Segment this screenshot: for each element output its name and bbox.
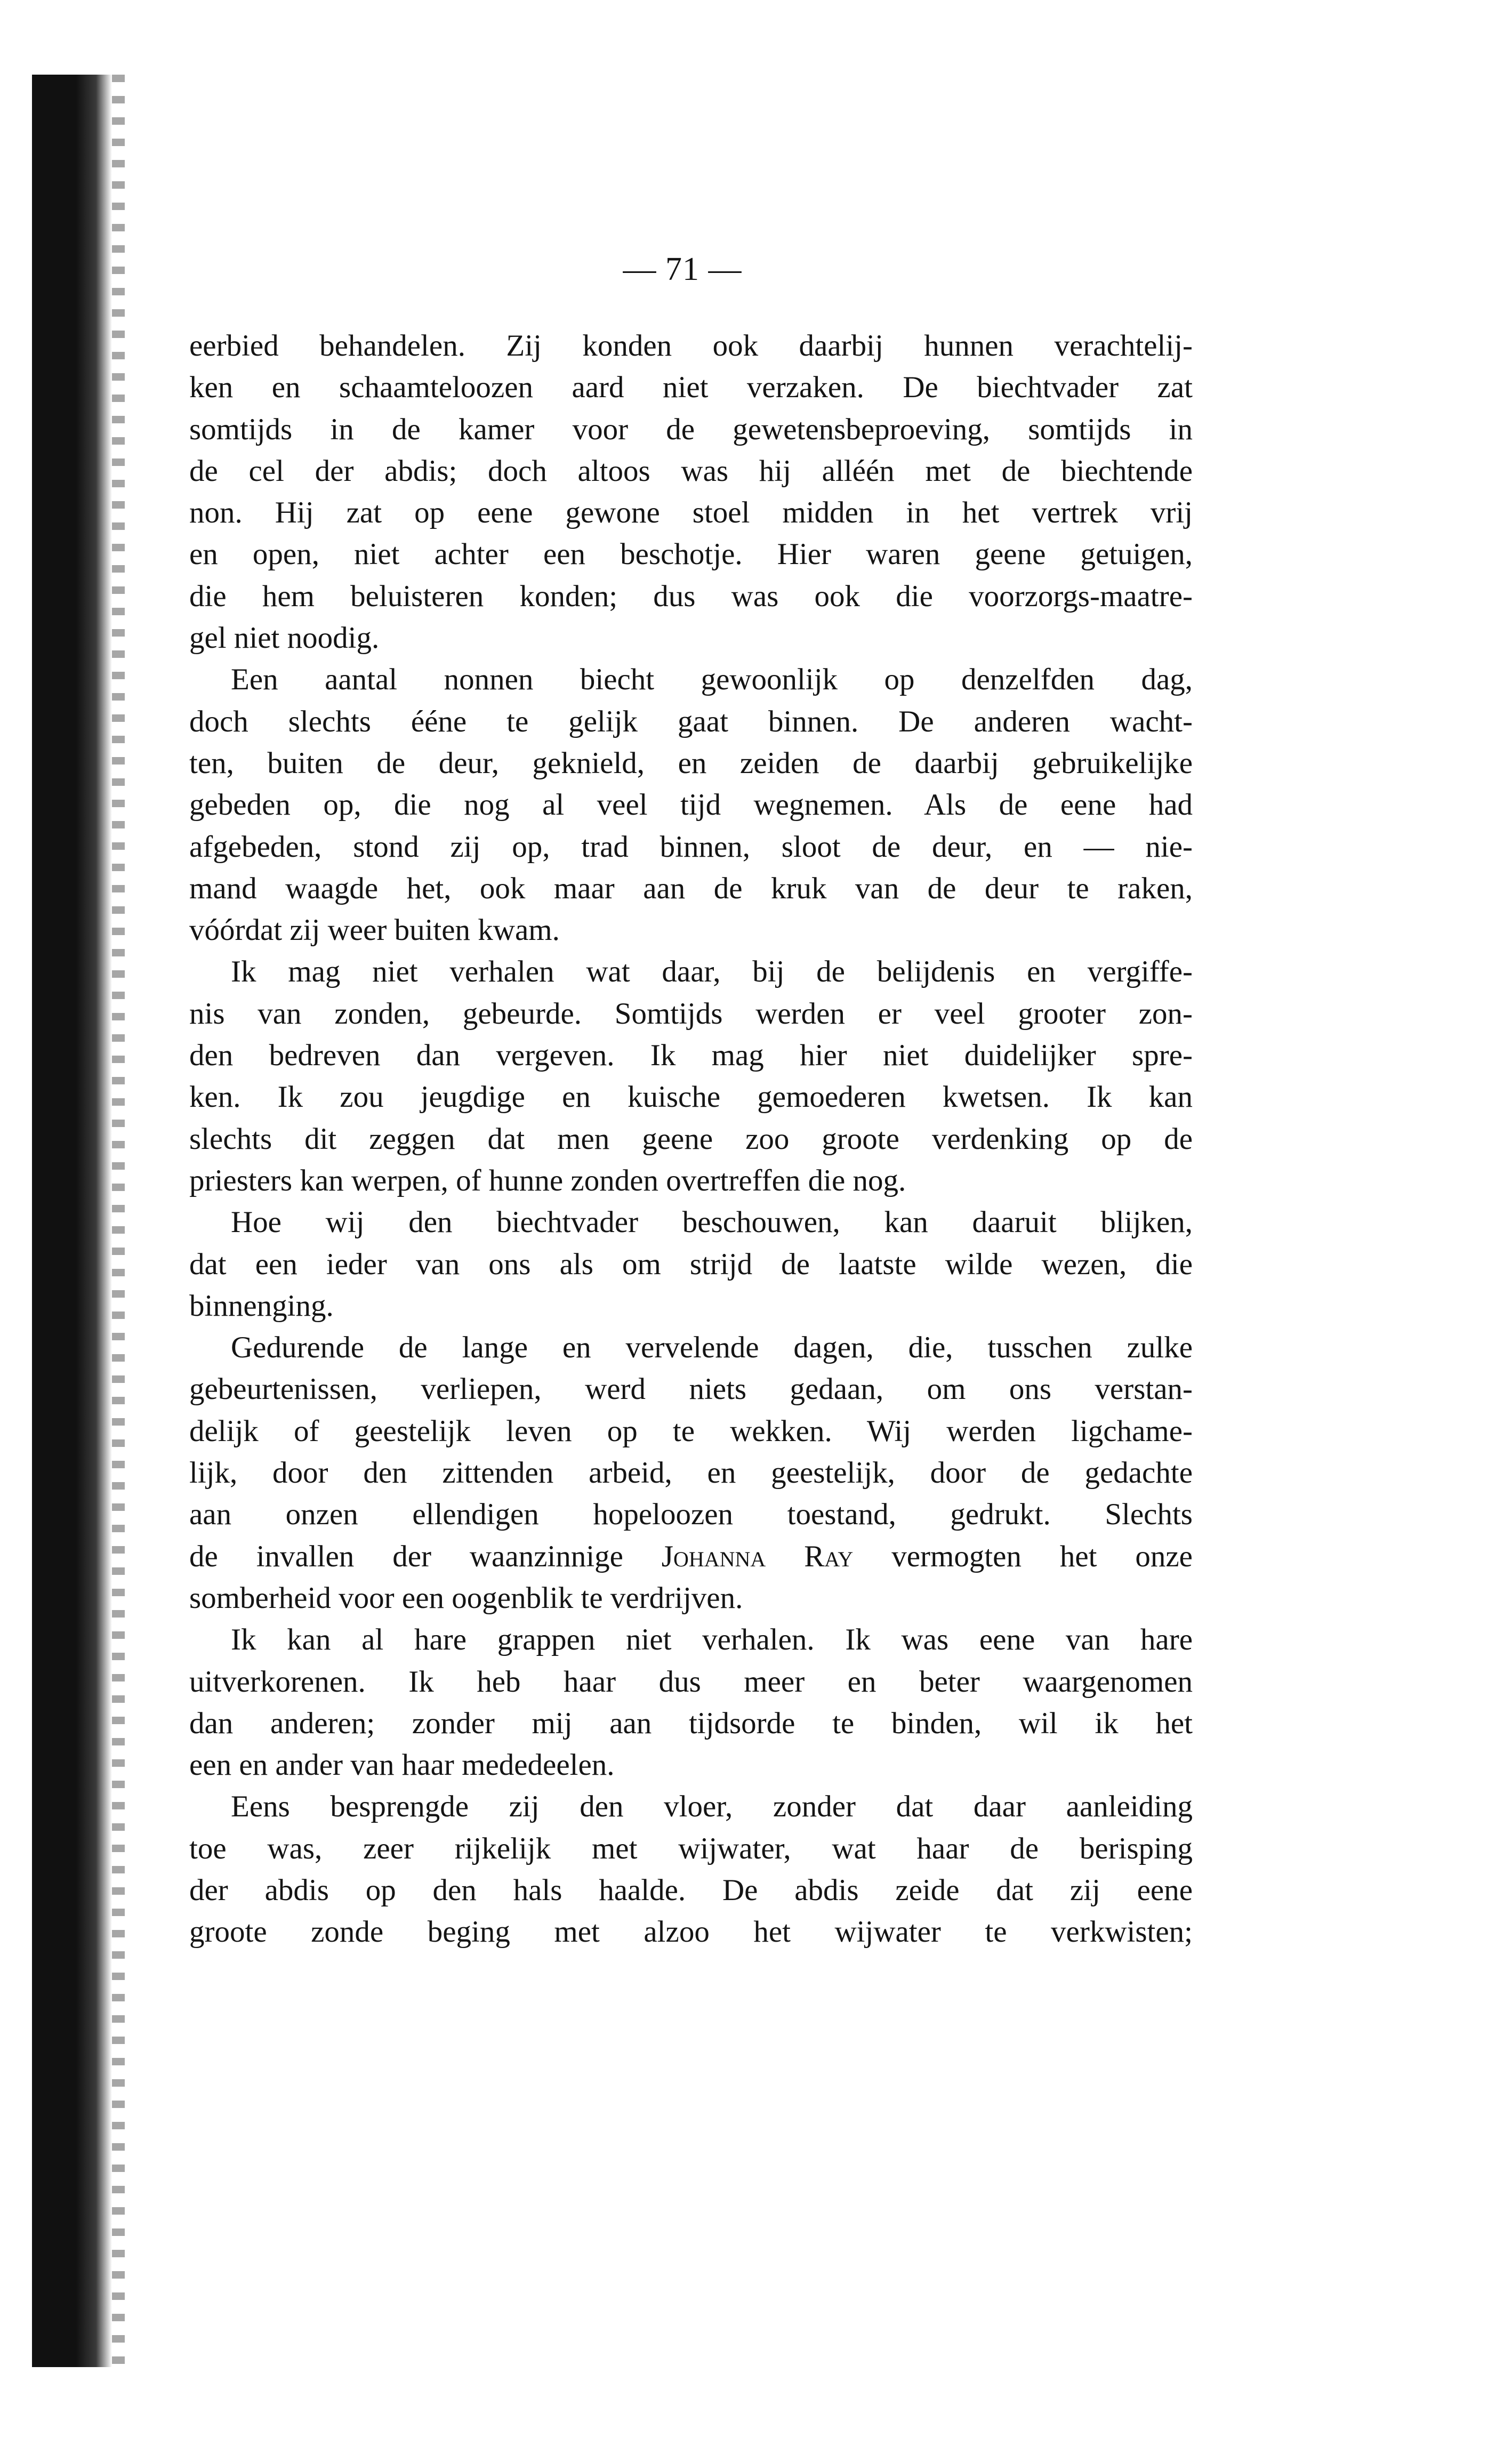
text-line: gebeurtenissen, verliepen, werd niets gedaan, om ons verstan- <box>189 1372 1193 1406</box>
text-line: de cel der abdis; doch altoos was hij alléén met de biechtende <box>189 454 1193 488</box>
text-line: slechts dit zeggen dat men geene zoo groote verdenking op de <box>189 1122 1193 1156</box>
text-line: Hoe wij den biechtvader beschouwen, kan daaruit blijken, <box>231 1205 1193 1240</box>
text-line: afgebeden, stond zij op, trad binnen, sloot de deur, en — nie- <box>189 830 1193 864</box>
text-line: aan onzen ellendigen hopeloozen toestand, gedrukt. Slechts <box>189 1498 1193 1532</box>
text-line: dan anderen; zonder mij aan tijdsorde te binden, wil ik het <box>189 1706 1193 1740</box>
text-line: binnenging. <box>189 1289 334 1323</box>
text-line: vóórdat zij weer buiten kwam. <box>189 913 560 947</box>
text-line: ken en schaamteloozen aard niet verzaken. De biechtvader zat <box>189 371 1193 405</box>
text-line: groote zonde beging met alzoo het wijwater te verkwisten; <box>189 1915 1193 1949</box>
book-binding-edge <box>32 75 112 2367</box>
text-line: den bedreven dan vergeven. Ik mag hier niet duidelijker spre- <box>189 1039 1193 1073</box>
line-text-before-name: de invallen der waanzinnige <box>189 1539 662 1573</box>
paragraph-4 <box>189 1202 1193 1327</box>
text-line: lijk, door den zittenden arbeid, en geestelijk, door de gedachte <box>189 1456 1193 1490</box>
text-line: een en ander van haar mededeelen. <box>189 1748 615 1782</box>
text-line: delijk of geestelijk leven op te wekken. Wij werden ligchame- <box>189 1414 1193 1448</box>
text-line: gel niet noodig. <box>189 621 380 655</box>
text-line: somtijds in de kamer voor de gewetensbeproeving, somtijds in <box>189 412 1193 446</box>
paragraph-3 <box>189 951 1193 1202</box>
body-text <box>189 325 1193 1953</box>
text-line: gebeden op, die nog al veel tijd wegnemen. Als de eene had <box>189 788 1193 822</box>
text-line: non. Hij zat op eene gewone stoel midden in het vertrek vrij <box>189 496 1193 530</box>
text-line: die hem beluisteren konden; dus was ook die voorzorgs-maatre- <box>189 579 1193 613</box>
text-line: ken. Ik zou jeugdige en kuische gemoederen kwetsen. Ik kan <box>189 1080 1193 1114</box>
paragraph-5 <box>189 1327 1193 1619</box>
text-line: toe was, zeer rijkelijk met wijwater, wat haar de berisping <box>189 1831 1193 1865</box>
text-line: Eens besprengde zij den vloer, zonder dat daar aanleiding <box>231 1790 1193 1824</box>
text-line: priesters kan werpen, of hunne zonden overtreffen die nog. <box>189 1163 906 1197</box>
text-line: mand waagde het, ook maar aan de kruk van de deur te raken, <box>189 871 1193 905</box>
text-line: uitverkorenen. Ik heb haar dus meer en beter waargenomen <box>189 1664 1193 1699</box>
text-line: somberheid voor een oogenblik te verdrijven. <box>189 1581 743 1615</box>
text-line: nis van zonden, gebeurde. Somtijds werden er veel grooter zon- <box>189 996 1193 1031</box>
page-number: — 71 — <box>623 251 742 287</box>
paragraph-6 <box>189 1619 1193 1786</box>
character-name: Johanna Ray <box>661 1539 854 1573</box>
text-line: Gedurende de lange en vervelende dagen, die, tusschen zulke <box>231 1331 1193 1365</box>
text-line: doch slechts ééne te gelijk gaat binnen. De anderen wacht- <box>189 704 1193 738</box>
paragraph-1 <box>189 325 1193 659</box>
paragraph-2 <box>189 659 1193 951</box>
text-line: en open, niet achter een beschotje. Hier waren geene getuigen, <box>189 537 1193 572</box>
paragraph-7 <box>189 1786 1193 1953</box>
text-line: eerbied behandelen. Zij konden ook daarbij hunnen verachtelij- <box>189 329 1193 363</box>
text-line: der abdis op den hals haalde. De abdis zeide dat zij eene <box>189 1873 1193 1907</box>
text-line: ten, buiten de deur, geknield, en zeiden de daarbij gebruikelijke <box>189 746 1193 780</box>
text-line: Een aantal nonnen biecht gewoonlijk op denzelfden dag, <box>231 663 1193 697</box>
text-line: dat een ieder van ons als om strijd de laatste wilde wezen, die <box>189 1247 1193 1281</box>
line-text-after-name: vermogten het onze <box>853 1539 1193 1573</box>
text-line: Ik mag niet verhalen wat daar, bij de belijdenis en vergiffe- <box>231 955 1193 989</box>
text-line: Ik kan al hare grappen niet verhalen. Ik was eene van hare <box>231 1623 1193 1657</box>
text-line-with-name <box>189 1536 1193 1578</box>
